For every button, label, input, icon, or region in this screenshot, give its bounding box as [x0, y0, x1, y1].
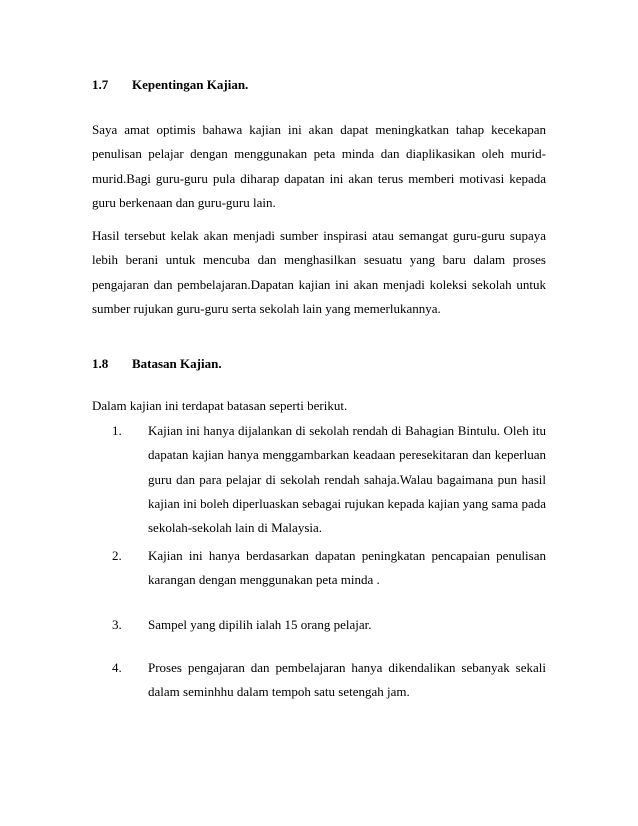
list-item-number: 2.	[112, 548, 122, 563]
list-intro: Dalam kajian ini terdapat batasan seperti berikut.	[92, 398, 348, 413]
list-item-text: Kajian ini hanya berdasarkan dapatan peningkatan pencapaian penulisan karangan dengan menggunakan peta minda .	[148, 548, 546, 588]
list-item-text: Sampel yang dipilih ialah 15 orang pelajar.	[148, 617, 372, 632]
section-number: 1.7	[92, 77, 109, 92]
section-title: Kepentingan Kajian.	[132, 77, 249, 92]
list-item-text: Kajian ini hanya dijalankan di sekolah rendah di Bahagian Bintulu. Oleh itu dapatan kajian hanya menggambarkan keadaan peresekitaran dan keperluan guru dan para pelajar di sekolah rendah sahaja.Walau bagaimana pun hasil kajian ini boleh diperluaskan sebagai rujukan kepada kajian yang sama pada sekolah-sekolah lain di Malaysia.	[148, 423, 546, 536]
list-item-number: 3.	[112, 617, 122, 632]
section-heading-1-8	[92, 356, 222, 372]
paragraph-2: Hasil tersebut kelak akan menjadi sumber inspirasi atau semangat guru-guru supaya lebih berani untuk mencuba dan menghasilkan sesuatu yang baru dalam proses pengajaran dan pembelajaran.Dapatan kajian ini akan menjadi koleksi sekolah untuk sumber rujukan guru-guru serta sekolah lain yang memerlukannya.	[92, 228, 546, 316]
list-item-number: 4.	[112, 660, 122, 675]
section-heading-1-7	[92, 77, 248, 93]
list-item-number: 1.	[112, 423, 122, 438]
list-item-text: Proses pengajaran dan pembelajaran hanya dikendalikan sebanyak sekali dalam seminhhu dalam tempoh satu setengah jam.	[148, 660, 546, 700]
section-number: 1.8	[92, 356, 109, 371]
paragraph-1: Saya amat optimis bahawa kajian ini akan dapat meningkatkan tahap kecekapan penulisan pelajar dengan menggunakan peta minda dan diaplikasikan oleh murid-murid.Bagi guru-guru pula diharap dapatan ini akan terus memberi motivasi kepada guru berkenaan dan guru-guru lain.	[92, 122, 546, 210]
section-title: Batasan Kajian.	[132, 356, 222, 371]
